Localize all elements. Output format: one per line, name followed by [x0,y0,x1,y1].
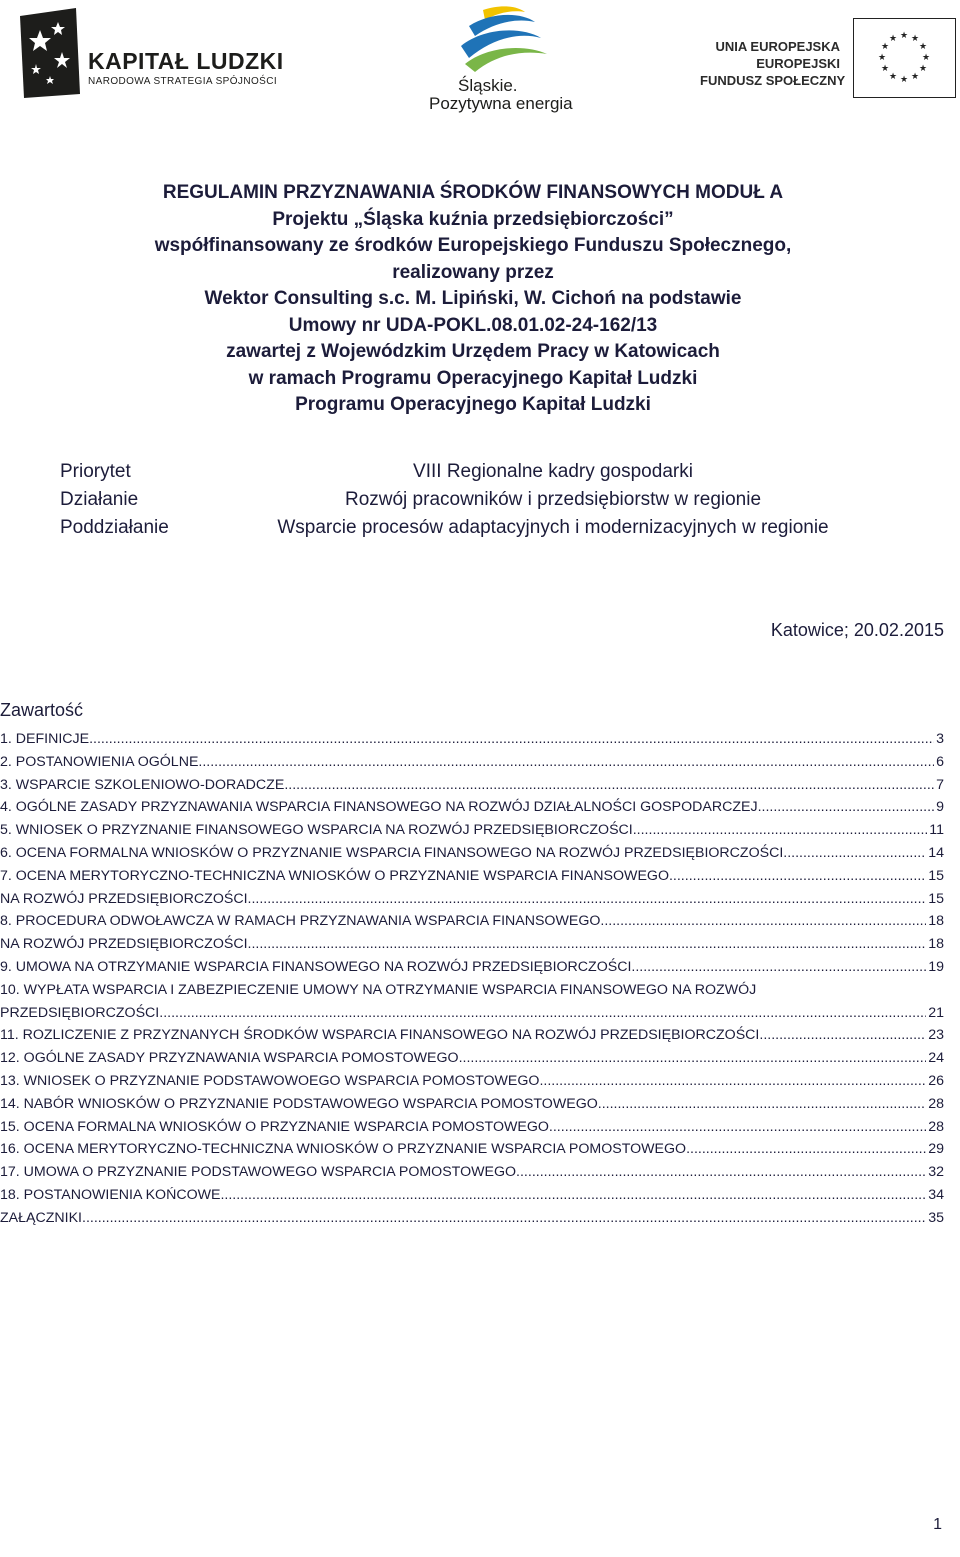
table-of-contents [0,728,944,1230]
toc-dot-leader [198,751,934,774]
toc-heading: Zawartość [0,700,84,720]
svg-text:★: ★ [880,42,890,52]
title-line-4: realizowany przez [392,261,554,283]
title-line-5: Wektor Consulting s.c. M. Lipiński, W. Cichoń na podstawie [204,288,742,309]
toc-entry-title[interactable]: 13. WNIOSEK O PRZYZNANIE PODSTAWOWOEGO WSPARCIA POMOSTOWEGO [0,1072,540,1089]
title-line-2: Projektu „Śląska kuźnia przedsiębiorczości” [272,208,674,230]
toc-dot-leader [248,933,927,956]
toc-entry-page[interactable]: 35 [928,1209,944,1226]
toc-entry-title[interactable]: 2. POSTANOWIENIA OGÓLNE [0,753,199,770]
toc-entry-title[interactable]: 9. UMOWA NA OTRZYMANIE WSPARCIA FINANSOWEGO NA ROZWÓJ PRZEDSIĘBIORCZOŚCI [0,958,632,975]
svg-text:★: ★ [899,31,909,41]
toc-entry-page[interactable]: 34 [928,1186,944,1203]
eu-logo-line-3: FUNDUSZ SPOŁECZNY [700,73,846,88]
toc-dot-leader [248,888,927,911]
toc-dot-leader [459,1047,927,1070]
kapital-ludzki-logo [18,4,288,104]
toc-entry-title[interactable]: PRZEDSIĘBIORCZOŚCI [0,1004,160,1021]
toc-entry-title[interactable]: 16. OCENA MERYTORYCZNO-TECHNICZNA WNIOSKÓW O PRZYZNANIE WSPARCIA POMOSTOWEGO [0,1141,687,1158]
toc-entry-page[interactable]: 32 [928,1164,944,1181]
toc-dot-leader [759,1024,926,1047]
toc-entry-page[interactable]: 9 [936,799,944,816]
action-value: Rozwój pracowników i przedsiębiorstw w regionie [344,489,762,510]
toc-entry[interactable] [0,796,944,819]
title-line-7: zawartej z Wojewódzkim Urzędem Pracy w Katowicach [226,341,720,362]
eu-logo-line-1: UNIA EUROPEJSKA [715,39,840,54]
toc-entry-title[interactable]: 1. DEFINICJE [0,731,90,747]
page-number: 1 [933,1516,942,1533]
toc-entry-page[interactable]: 18 [928,936,944,953]
svg-text:★: ★ [899,75,909,85]
eu-flag-icon [853,18,956,98]
toc-dot-leader [686,1138,926,1161]
toc-entry[interactable] [0,842,944,865]
toc-dot-leader [758,796,935,819]
toc-entry[interactable] [0,1070,944,1093]
toc-entry[interactable] [0,1184,944,1207]
toc-dot-leader [633,819,928,842]
svg-text:★: ★ [880,64,890,74]
subaction-value: Wsparcie procesów adaptacyjnych i modernizacyjnych w regionie [277,517,829,538]
svg-text:★: ★ [910,34,920,44]
title-line-6: Umowy nr UDA-POKL.08.01.02-24-162/13 [288,314,658,336]
toc-entry[interactable] [0,1116,944,1139]
toc-entry[interactable] [0,728,944,751]
svg-text:★: ★ [888,34,898,44]
toc-entry[interactable] [0,1093,944,1116]
toc-entry-title[interactable]: 3. WSPARCIE SZKOLENIOWO-DORADCZE [0,776,285,793]
toc-entry-page[interactable]: 7 [936,776,944,793]
svg-text:★: ★ [921,53,931,63]
toc-entry-title[interactable]: 17. UMOWA O PRZYZNANIE PODSTAWOWEGO WSPARCIA POMOSTOWEGO [0,1164,517,1181]
toc-entry-page[interactable]: 29 [928,1141,944,1158]
toc-entry[interactable] [0,910,944,933]
slaskie-swoosh-icon [425,2,575,74]
kapital-ludzki-name: KAPITAŁ LUDZKI [88,48,284,74]
toc-entry-title[interactable]: 5. WNIOSEK O PRZYZNANIE FINANSOWEGO WSPARCIA NA ROZWÓJ PRZEDSIĘBIORCZOŚCI [0,822,633,839]
toc-entry-page[interactable]: 28 [928,1095,944,1112]
toc-entry-page[interactable]: 23 [928,1027,944,1044]
toc-entry-page[interactable]: 19 [928,958,944,975]
toc-dot-leader [159,1002,926,1025]
toc-dot-leader [669,865,926,888]
action-label: Działanie [60,489,139,510]
toc-dot-leader [516,1161,926,1184]
toc-entry-page[interactable]: 14 [928,844,944,861]
toc-entry-page[interactable]: 21 [928,1004,944,1021]
eu-logo-text [700,38,846,89]
kapital-ludzki-emblem-icon [18,8,82,98]
title-line-8: w ramach Programu Operacyjnego Kapitał Ludzki [248,367,698,389]
toc-entry[interactable] [0,933,944,956]
svg-text:★: ★ [888,72,898,82]
title-line-1: REGULAMIN PRZYZNAWANIA ŚRODKÓW FINANSOWYCH MODUŁ A [162,182,784,203]
kapital-ludzki-subtitle: NARODOWA STRATEGIA SPÓJNOŚCI [88,76,278,87]
document-title [0,180,946,419]
slaskie-logo [425,2,575,120]
toc-entry[interactable] [0,956,944,979]
svg-text:★: ★ [910,72,920,82]
toc-entry[interactable] [0,1024,944,1047]
toc-entry-page[interactable]: 26 [928,1072,944,1089]
priority-value: VIII Regionalne kadry gospodarki [413,461,693,482]
toc-entry-page[interactable]: 24 [928,1050,944,1067]
title-line-3: współfinansowany ze środków Europejskiego Funduszu Społecznego, [154,235,792,256]
toc-entry[interactable] [0,751,944,774]
toc-entry-title[interactable]: NA ROZWÓJ PRZEDSIĘBIORCZOŚCI [0,936,248,953]
eu-logo [700,18,958,98]
toc-entry-title[interactable]: 18. POSTANOWIENIA KOŃCOWE [0,1186,221,1203]
toc-entry-page[interactable]: 15 [928,867,944,884]
title-line-9: Programu Operacyjnego Kapitał Ludzki [295,394,651,415]
toc-dot-leader [539,1070,926,1093]
toc-entry[interactable] [0,819,944,842]
toc-entry[interactable] [0,888,944,911]
toc-entry[interactable] [0,1207,944,1230]
svg-text:★: ★ [877,53,887,63]
toc-dot-leader [600,910,926,933]
place-and-date: Katowice; 20.02.2015 [770,620,944,640]
toc-entry-page[interactable]: 28 [928,1118,944,1135]
toc-dot-leader [598,1093,926,1116]
toc-dot-leader [549,1116,926,1139]
slaskie-tagline: Pozytywna energia [429,94,573,113]
subaction-label: Poddziałanie [60,517,169,538]
toc-entry[interactable] [0,979,944,1002]
toc-entry-title[interactable]: 12. OGÓLNE ZASADY PRZYZNAWANIA WSPARCIA POMOSTOWEGO [0,1050,459,1067]
toc-entry[interactable] [0,774,944,797]
priority-label: Priorytet [60,461,131,482]
toc-entry-title[interactable]: 7. OCENA MERYTORYCZNO-TECHNICZNA WNIOSKÓW O PRZYZNANIE WSPARCIA FINANSOWEGO [0,867,669,884]
toc-entry-page[interactable]: 3 [936,731,944,747]
toc-entry[interactable] [0,1002,944,1025]
toc-entry-title[interactable]: 14. NABÓR WNIOSKÓW O PRZYZNANIE PODSTAWOWEGO WSPARCIA POMOSTOWEGO [0,1095,598,1112]
toc-dot-leader [89,728,934,751]
toc-dot-leader [284,774,934,797]
toc-entry-title[interactable]: ZAŁĄCZNIKI [0,1209,82,1226]
slaskie-name: Śląskie. [458,76,518,95]
toc-entry[interactable] [0,1047,944,1070]
toc-entry[interactable] [0,1138,944,1161]
toc-entry[interactable] [0,1161,944,1184]
svg-text:★: ★ [918,42,928,52]
toc-entry-title[interactable]: 11. ROZLICZENIE Z PRZYZNANYCH ŚRODKÓW WSPARCIA FINANSOWEGO NA ROZWÓJ PRZEDSIĘBIORCZOŚCI [0,1027,760,1044]
toc-entry-page[interactable]: 6 [936,753,944,770]
toc-entry[interactable] [0,865,944,888]
toc-dot-leader [82,1207,926,1230]
toc-entry-title[interactable]: 10. WYPŁATA WSPARCIA I ZABEZPIECZENIE UMOWY NA OTRZYMANIE WSPARCIA FINANSOWEGO NA ROZWÓJ [0,981,757,998]
toc-entry-page[interactable]: 15 [928,890,944,907]
toc-entry-title[interactable]: 8. PROCEDURA ODWOŁAWCZA W RAMACH PRZYZNAWANIA WSPARCIA FINANSOWEGO [0,913,601,930]
toc-entry-title[interactable]: 15. OCENA FORMALNA WNIOSKÓW O PRZYZNANIE WSPARCIA POMOSTOWEGO [0,1118,549,1135]
toc-dot-leader [631,956,926,979]
eu-logo-line-2: EUROPEJSKI [756,56,840,71]
toc-entry-page[interactable]: 18 [928,913,944,930]
toc-entry-page[interactable]: 11 [929,822,944,839]
toc-entry-title[interactable]: NA ROZWÓJ PRZEDSIĘBIORCZOŚCI [0,890,248,907]
toc-entry-title[interactable]: 6. OCENA FORMALNA WNIOSKÓW O PRZYZNANIE WSPARCIA FINANSOWEGO NA ROZWÓJ PRZEDSIĘBIORCZOŚCI [0,844,784,861]
toc-entry-title[interactable]: 4. OGÓLNE ZASADY PRZYZNAWANIA WSPARCIA FINANSOWEGO NA ROZWÓJ DZIAŁALNOŚCI GOSPODARCZEJ [0,799,758,816]
toc-dot-leader [783,842,926,865]
toc-dot-leader [220,1184,926,1207]
svg-text:★: ★ [918,64,928,74]
